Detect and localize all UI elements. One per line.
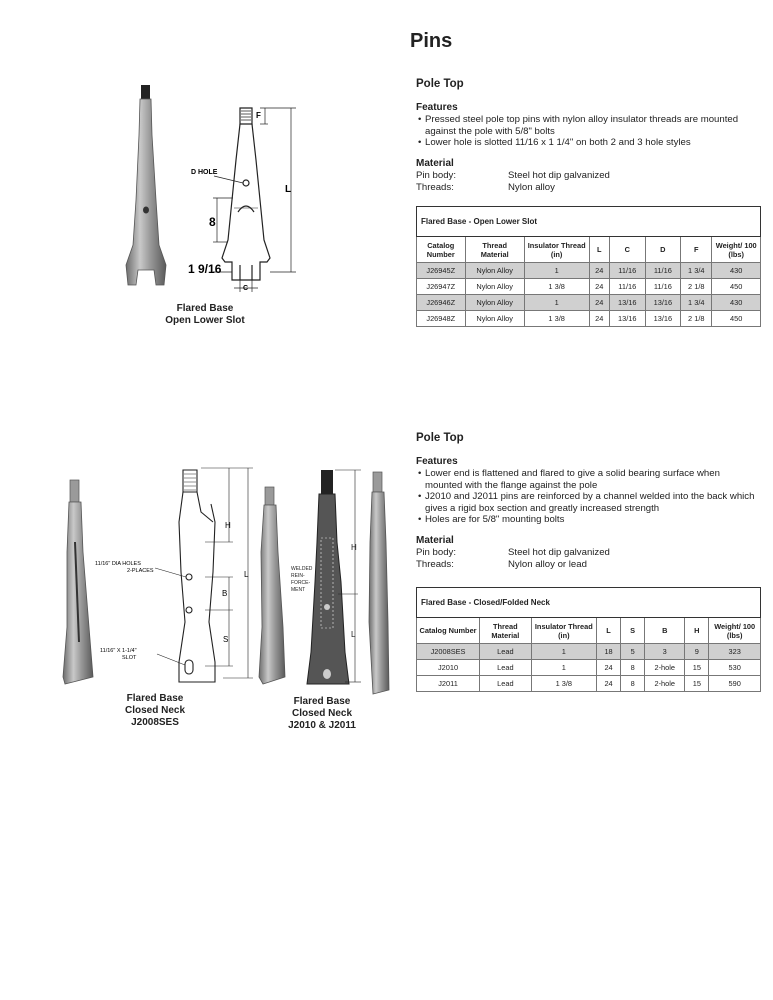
dim-h: H <box>225 521 231 530</box>
weld-note: REIN- <box>291 573 305 579</box>
col-header: B <box>645 618 685 644</box>
table-cell: Nylon Alloy <box>465 295 524 311</box>
table-cell: 24 <box>589 263 609 279</box>
table-cell: 11/16 <box>609 279 645 295</box>
table-cell: 24 <box>589 279 609 295</box>
weld-note: FORCE- <box>291 580 311 586</box>
col-header: Catalog Number <box>417 237 466 263</box>
pin-photo-j2010-side <box>259 487 285 684</box>
material-heading: Material <box>416 534 454 546</box>
col-header: D <box>645 237 681 263</box>
section-2 <box>416 432 756 571</box>
table-row <box>417 263 761 279</box>
table-cell: 13/16 <box>609 295 645 311</box>
figure-open-lower-slot <box>110 80 310 302</box>
pin-photo <box>126 85 166 285</box>
caption-line: Open Lower Slot <box>165 315 245 326</box>
table-cell: Lead <box>480 644 532 660</box>
feature-item: • J2010 and J2011 pins are reinforced by a channel welded into the back which gives a rigid box section and greatly increased strength <box>416 491 756 514</box>
figure-closed-neck <box>55 462 400 698</box>
table-cell: 5 <box>621 644 645 660</box>
table-row <box>417 295 761 311</box>
col-header: F <box>681 237 712 263</box>
table-cell: 1 3/4 <box>681 295 712 311</box>
table-cell: 590 <box>709 676 761 692</box>
table-row <box>417 311 761 327</box>
table-cell: J2010 <box>417 660 480 676</box>
dim-1-9-16: 1 9/16 <box>188 262 222 276</box>
material-row: Threads: Nylon alloy or lead <box>416 558 587 570</box>
col-header: L <box>589 237 609 263</box>
features-heading: Features <box>416 456 458 467</box>
table-cell: 430 <box>712 295 761 311</box>
table-cell: J26946Z <box>417 295 466 311</box>
table-cell: 13/16 <box>645 295 681 311</box>
feature-item: • Lower end is flattened and flared to give a solid bearing surface when mounted with the flange against the pole <box>416 468 756 491</box>
dim-l: L <box>244 570 249 579</box>
table-cell: 2-hole <box>645 660 685 676</box>
feature-item: • Lower hole is slotted 11/16 x 1 1/4" on both 2 and 3 hole styles <box>416 137 756 149</box>
dim-c: C <box>243 285 249 292</box>
col-header: Weight/ 100 (lbs) <box>709 618 761 644</box>
table-cell: 1 <box>531 660 596 676</box>
dim-l: L <box>285 184 292 195</box>
table-cell: 15 <box>685 676 709 692</box>
table-cell: J26947Z <box>417 279 466 295</box>
table-cell: 1 <box>531 644 596 660</box>
table-cell: 1 3/4 <box>681 263 712 279</box>
dim-b: B <box>222 589 228 598</box>
note-holes: 11/16" DIA HOLES <box>95 561 141 567</box>
table-cell: 24 <box>597 660 621 676</box>
weld-note: WELDED <box>291 566 313 572</box>
pin-line-drawing <box>222 108 270 280</box>
table-cell: Nylon Alloy <box>465 279 524 295</box>
col-header: L <box>597 618 621 644</box>
table-row <box>417 676 761 692</box>
section-1 <box>416 78 756 194</box>
page-title: Pins <box>410 30 453 52</box>
table-cell: 323 <box>709 644 761 660</box>
table-caption: Flared Base - Closed/Folded Neck <box>417 588 761 618</box>
table-cell: 450 <box>712 311 761 327</box>
pin-photo-j2011 <box>369 472 389 694</box>
pin-drawing-j2010 <box>307 470 349 684</box>
table-cell: 24 <box>589 311 609 327</box>
table-cell: 8 <box>621 676 645 692</box>
figure-caption-1 <box>140 303 270 327</box>
table-cell: 9 <box>685 644 709 660</box>
material-row: Pin body: Steel hot dip galvanized <box>416 169 610 181</box>
table-cell: 24 <box>589 295 609 311</box>
feature-item: • Holes are for 5/8" mounting bolts <box>416 514 756 526</box>
spec-table-closed-neck <box>416 587 761 692</box>
col-header: H <box>685 618 709 644</box>
table-cell: 1 3/8 <box>524 279 589 295</box>
table-cell: 2 1/8 <box>681 311 712 327</box>
table-cell: 13/16 <box>645 311 681 327</box>
table-cell: 430 <box>712 263 761 279</box>
dim-f: F <box>256 111 261 120</box>
spec-table-open-lower-slot <box>416 206 761 327</box>
feature-item: • Pressed steel pole top pins with nylon alloy insulator threads are mounted against the pole with 5/8" bolts <box>416 114 756 137</box>
note-holes-places: 2-PLACES <box>127 568 154 574</box>
weld-note: MENT <box>291 587 306 593</box>
table-cell: 11/16 <box>645 263 681 279</box>
note-slot: 11/16" X 1-1/4" <box>100 648 137 654</box>
table-cell: 530 <box>709 660 761 676</box>
col-header: Thread Material <box>480 618 532 644</box>
col-header: Weight/ 100 (lbs) <box>712 237 761 263</box>
table-cell: 1 3/8 <box>531 676 596 692</box>
table-cell: Lead <box>480 676 532 692</box>
table-cell: 1 <box>524 263 589 279</box>
col-header: Insulator Thread (in) <box>531 618 596 644</box>
table-cell: 1 3/8 <box>524 311 589 327</box>
pin-photo-j2008ses <box>63 480 93 684</box>
figure-caption-j2010: Flared Base Closed Neck J2010 & J2011 <box>288 696 356 731</box>
dim-8: 8 <box>209 215 216 229</box>
figure-caption-j2008ses: Flared Base Closed Neck J2008SES <box>124 693 186 728</box>
table-cell: 18 <box>597 644 621 660</box>
features-heading: Features <box>416 102 458 113</box>
dim-d-hole: D HOLE <box>191 169 218 176</box>
table-cell: 24 <box>597 676 621 692</box>
col-header: C <box>609 237 645 263</box>
dim-s: S <box>223 635 229 644</box>
col-header: S <box>621 618 645 644</box>
dim-h-j2010: H <box>351 543 357 552</box>
table-cell: 13/16 <box>609 311 645 327</box>
table-row <box>417 660 761 676</box>
table-cell: 8 <box>621 660 645 676</box>
features-list <box>416 468 756 526</box>
dim-l-j2010: L <box>351 630 356 639</box>
table-cell: 11/16 <box>645 279 681 295</box>
table-cell: 1 <box>524 295 589 311</box>
col-header: Catalog Number <box>417 618 480 644</box>
table-cell: 2-hole <box>645 676 685 692</box>
table-cell: 2 1/8 <box>681 279 712 295</box>
table-row <box>417 644 761 660</box>
table-cell: Lead <box>480 660 532 676</box>
table-cell: J2011 <box>417 676 480 692</box>
table-cell: Nylon Alloy <box>465 263 524 279</box>
table-cell: 3 <box>645 644 685 660</box>
material-row: Threads: Nylon alloy <box>416 181 555 193</box>
table-row <box>417 279 761 295</box>
table-cell: Nylon Alloy <box>465 311 524 327</box>
pin-line-drawing-j2008ses <box>179 470 215 682</box>
features-list <box>416 114 756 149</box>
table-cell: 11/16 <box>609 263 645 279</box>
table-cell: 450 <box>712 279 761 295</box>
table-cell: J26948Z <box>417 311 466 327</box>
caption-line: Flared Base <box>176 303 234 314</box>
table-cell: 15 <box>685 660 709 676</box>
note-slot-label: SLOT <box>122 655 137 661</box>
section-title: Pole Top <box>416 432 464 444</box>
material-row: Pin body: Steel hot dip galvanized <box>416 546 610 558</box>
col-header: Insulator Thread (in) <box>524 237 589 263</box>
table-cell: J26945Z <box>417 263 466 279</box>
material-heading: Material <box>416 157 454 169</box>
table-cell: J2008SES <box>417 644 480 660</box>
section-title: Pole Top <box>416 78 464 90</box>
table-caption: Flared Base - Open Lower Slot <box>417 207 761 237</box>
col-header: Thread Material <box>465 237 524 263</box>
